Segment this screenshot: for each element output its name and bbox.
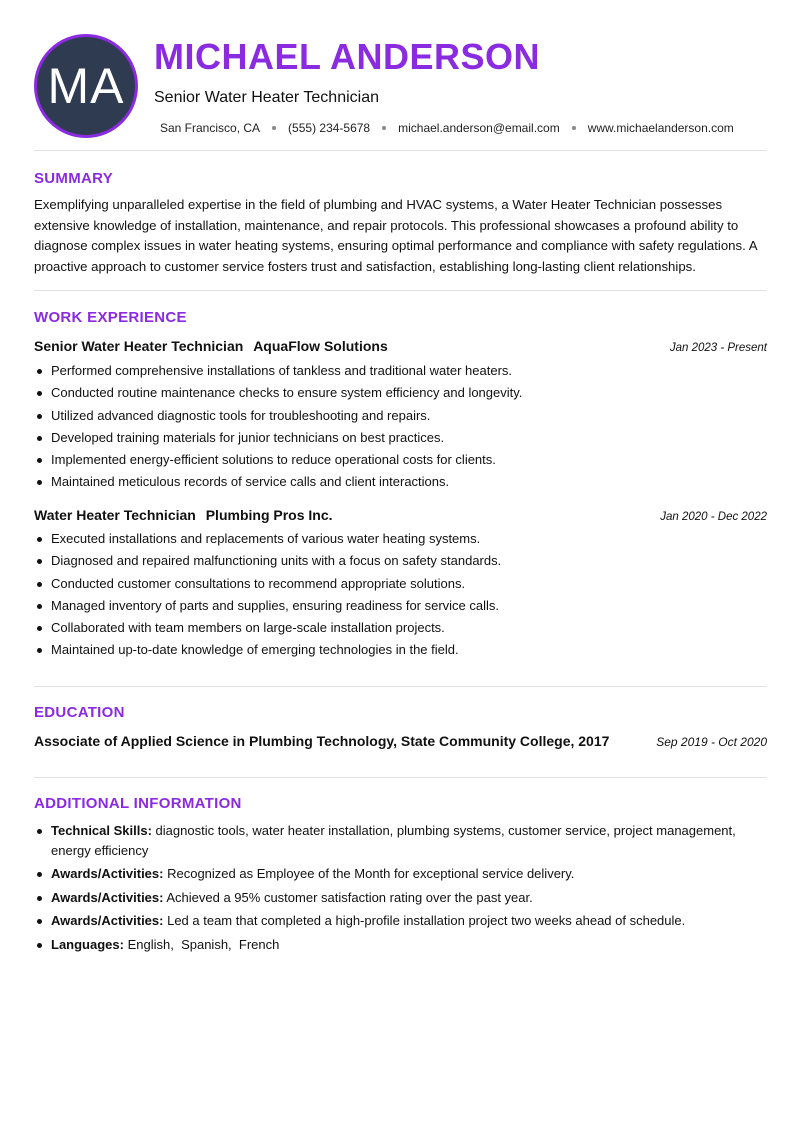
job-header (34, 507, 767, 523)
list-item (34, 935, 767, 955)
additional-list (34, 821, 767, 958)
separator-dot (272, 126, 276, 130)
item-label: Awards/Activities: (51, 913, 164, 928)
list-item: Utilized advanced diagnostic tools for troubleshooting and repairs. (34, 405, 767, 427)
candidate-role: Senior Water Heater Technician (154, 89, 379, 106)
item-label: Technical Skills: (51, 823, 152, 838)
list-item: Implemented energy-efficient solutions to reduce operational costs for clients. (34, 449, 767, 471)
item-label: Awards/Activities: (51, 866, 164, 881)
list-item: Maintained up-to-date knowledge of emerging technologies in the field. (34, 639, 767, 661)
avatar (34, 34, 138, 138)
avatar-initials: MA (47, 58, 125, 114)
item-label: Awards/Activities: (51, 889, 164, 905)
list-item (34, 864, 767, 884)
education-dates: Sep 2019 - Oct 2020 (656, 735, 767, 749)
candidate-name: MICHAEL ANDERSON (154, 36, 541, 77)
divider (34, 777, 767, 778)
list-item (34, 911, 767, 931)
job-title (34, 507, 333, 523)
job-bullets (34, 360, 767, 494)
additional-heading: ADDITIONAL INFORMATION (34, 795, 242, 812)
list-item: Collaborated with team members on large-scale installation projects. (34, 617, 767, 639)
experience-heading: WORK EXPERIENCE (34, 309, 187, 326)
list-item: Maintained meticulous records of service calls and client interactions. (34, 471, 767, 493)
list-item: Performed comprehensive installations of tankless and traditional water heaters. (34, 360, 767, 382)
list-item: Executed installations and replacements of various water heating systems. (34, 528, 767, 550)
education-entry (34, 733, 767, 749)
item-label: Languages: (51, 936, 124, 952)
job-bullets (34, 528, 767, 662)
item-text: Led a team that completed a high-profile installation project two weeks ahead of schedule. (167, 913, 686, 928)
divider (34, 290, 767, 291)
list-item: Managed inventory of parts and supplies, ensuring readiness for service calls. (34, 595, 767, 617)
education-degree: Associate of Applied Science in Plumbing Technology, State Community College, 2017 (34, 733, 610, 749)
list-item (34, 888, 767, 908)
list-item: Conducted routine maintenance checks to ensure system efficiency and longevity. (34, 382, 767, 404)
job-dates: Jan 2023 - Present (669, 342, 767, 354)
contact-bar (160, 121, 734, 135)
divider (34, 686, 767, 687)
item-text: diagnostic tools, water heater installation, plumbing systems, customer service, project management, energy efficiency (51, 823, 736, 858)
job-company: Plumbing Pros Inc. (205, 507, 333, 523)
list-item: Conducted customer consultations to recommend appropriate solutions. (34, 573, 767, 595)
item-text: Achieved a 95% customer satisfaction rating over the past year. (166, 889, 533, 905)
contact-location: San Francisco, CA (160, 121, 261, 135)
contact-phone: (555) 234-5678 (288, 121, 371, 135)
list-item (34, 821, 767, 860)
contact-website[interactable]: www.michaelanderson.com (587, 121, 734, 135)
contact-email[interactable]: michael.anderson@email.com (398, 121, 560, 135)
job-position: Senior Water Heater Technician (34, 338, 244, 354)
job-dates: Jan 2020 - Dec 2022 (660, 511, 767, 523)
summary-heading: SUMMARY (34, 170, 114, 187)
item-text: English, Spanish, French (127, 936, 280, 952)
separator-dot (572, 126, 576, 130)
list-item: Developed training materials for junior technicians on best practices. (34, 427, 767, 449)
separator-dot (382, 126, 386, 130)
item-text: Recognized as Employee of the Month for exceptional service delivery. (167, 866, 575, 881)
education-heading: EDUCATION (34, 704, 125, 721)
divider (34, 150, 767, 151)
job-title (34, 338, 388, 354)
job-header (34, 338, 767, 354)
list-item: Diagnosed and repaired malfunctioning units with a focus on safety standards. (34, 550, 767, 572)
job-company: AquaFlow Solutions (253, 338, 388, 354)
job-position: Water Heater Technician (34, 507, 196, 523)
summary-text: Exemplifying unparalleled expertise in the field of plumbing and HVAC systems, a Water Heater Technician possesses extensive knowledge of installation, maintenance, and repair protocols. This professional showcases a profound ability to diagnose complex issues in water heating systems, ensuring optimal performance and compliance with safety regulations. A proactive approach to customer service fosters trust and satisfaction, establishing long-lasting client relationships. (34, 197, 757, 274)
